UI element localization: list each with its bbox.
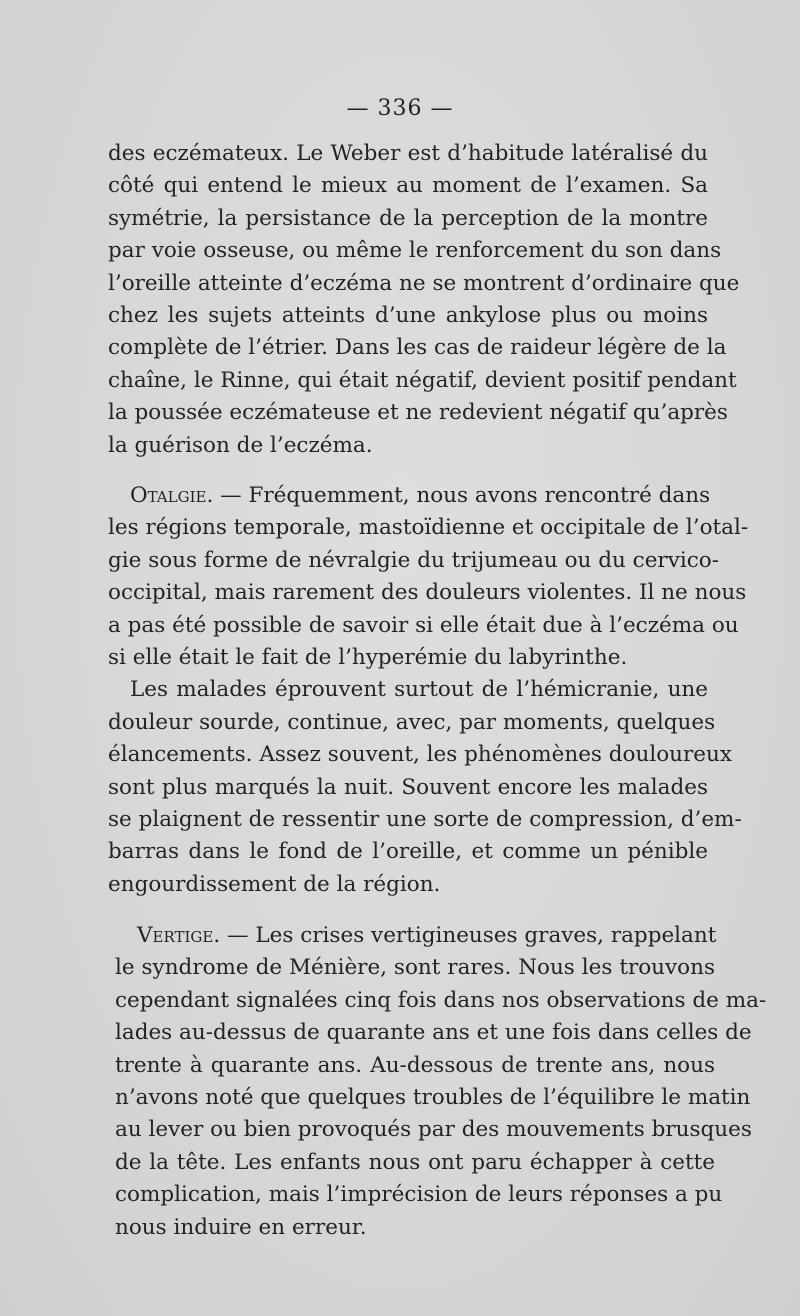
section-heading-vertige: Vertige.	[137, 923, 221, 948]
text-line: barras dans le fond de l’oreille, et comme un pénible	[108, 839, 708, 865]
text-line: occipital, mais rarement des douleurs violentes. Il ne nous	[108, 580, 747, 606]
text-line: le syndrome de Ménière, sont rares. Nous les trouvons	[115, 955, 715, 981]
text-line: complète de l’étrier. Dans les cas de raideur légère de la	[108, 335, 727, 361]
section-heading-otalgie: Otalgie.	[130, 483, 214, 508]
text-line: se plaignent de ressentir une sorte de compression, d’em-	[108, 806, 742, 832]
text-line: l’oreille atteinte d’eczéma ne se montrent d’ordinaire que	[108, 270, 740, 296]
text-line: Les malades éprouvent surtout de l’hémicranie, une	[130, 677, 708, 703]
section-otalgie	[108, 480, 749, 901]
text-line: douleur sourde, continue, avec, par moments, quelques	[108, 709, 716, 735]
text-line: sont plus marqués la nuit. Souvent encore les malades	[108, 774, 708, 800]
text-line: au lever ou bien provoqués par des mouvements brusques	[115, 1117, 752, 1143]
text-line: complication, mais l’imprécision de leurs réponses a pu	[115, 1182, 723, 1208]
text-line: chaîne, le Rinne, qui était négatif, devient positif pendant	[108, 367, 737, 393]
text-line: trente à quarante ans. Au-dessous de trente ans, nous	[115, 1052, 715, 1078]
text-line-run: — Les crises vertigineuses graves, rappelant	[220, 923, 717, 948]
text-line: si elle était le fait de l’hyperémie du labyrinthe.	[108, 644, 628, 670]
text-line: engourdissement de la région.	[108, 871, 441, 897]
text-line: cependant signalées cinq fois dans nos observations de ma-	[115, 987, 767, 1013]
text-line: la poussée eczémateuse et ne redevient négatif qu’après	[108, 400, 728, 426]
text-line-run: — Fréquemment, nous avons rencontré dans	[213, 483, 711, 508]
text-line: lades au-dessus de quarante ans et une fois dans celles de	[115, 1020, 752, 1046]
page-number: — 336 —	[346, 96, 454, 121]
text-line: symétrie, la persistance de la perception de la montre	[108, 205, 708, 231]
text-line: a pas été possible de savoir si elle était due à l’eczéma ou	[108, 612, 739, 638]
text-line: nous induire en erreur.	[115, 1214, 367, 1240]
text-line: n’avons noté que quelques troubles de l’équilibre le matin	[115, 1084, 751, 1110]
text-line: chez les sujets atteints d’une ankylose plus ou moins	[108, 302, 708, 328]
text-line: de la tête. Les enfants nous ont paru échapper à cette	[115, 1149, 715, 1175]
text-line: des eczémateux. Le Weber est d’habitude latéralisé du	[108, 141, 708, 166]
text-line: élancements. Assez souvent, les phénomènes douloureux	[108, 742, 732, 768]
text-line: gie sous forme de névralgie du trijumeau ou du cervico-	[108, 547, 719, 573]
text-line: la guérison de l’eczéma.	[108, 432, 373, 458]
section-vertige	[115, 920, 767, 1244]
text-line: côté qui entend le mieux au moment de l’examen. Sa	[108, 173, 708, 199]
text-line	[108, 480, 711, 512]
text-line: par voie osseuse, ou même le renforcement du son dans	[108, 238, 722, 264]
paragraph-weber-rinne	[108, 138, 740, 462]
text-line	[115, 920, 715, 952]
text-line: les régions temporale, mastoïdienne et occipitale de l’otal-	[108, 515, 749, 541]
